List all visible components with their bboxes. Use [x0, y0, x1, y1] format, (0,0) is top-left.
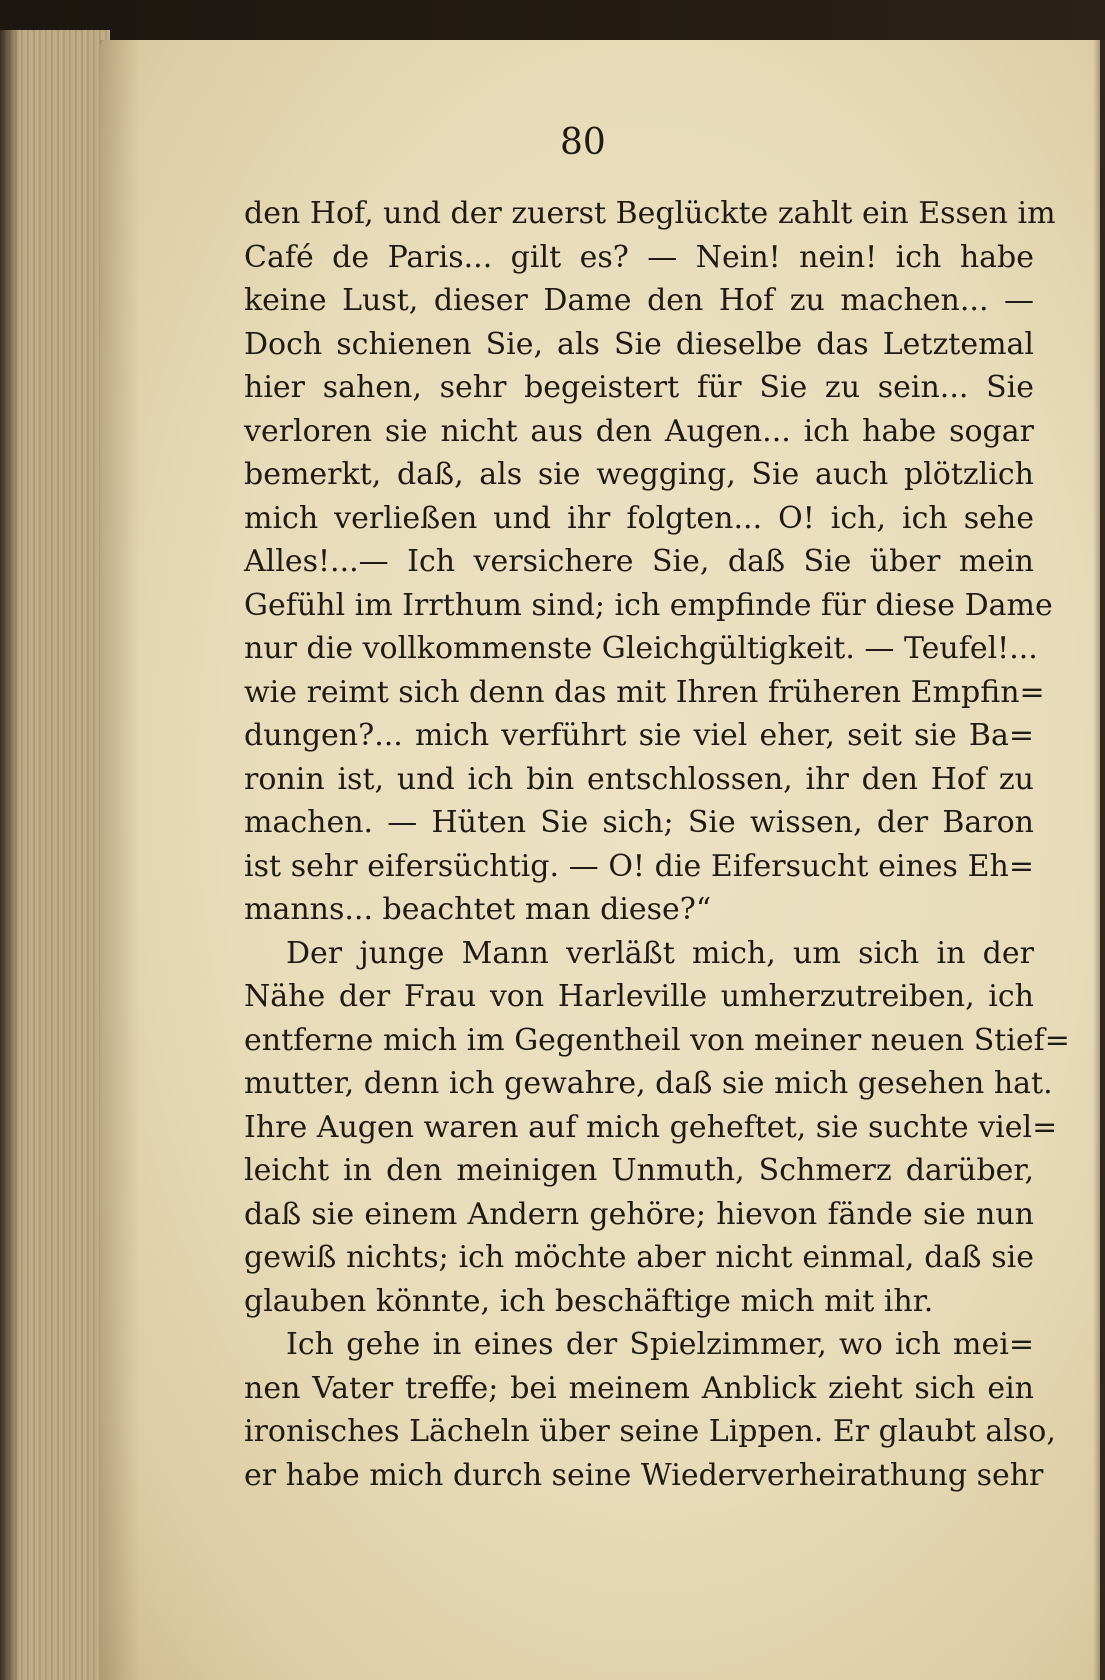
text-line: Café de Paris... gilt es? — Nein! nein! ich habe — [244, 239, 1034, 275]
paragraph-start-line: Ich gehe in eines der Spielzimmer, wo ich mei= — [286, 1327, 1034, 1362]
text-line: wie reimt sich denn das mit Ihren früheren Empfin= — [244, 674, 1045, 710]
text-line: ironisches Lächeln über seine Lippen. Er glaubt also, — [244, 1414, 1056, 1449]
text-line: Nähe der Frau von Harleville umherzutreiben, ich — [244, 979, 1034, 1014]
binding-shadow — [0, 30, 20, 1680]
text-line: mutter, denn ich gewahre, daß sie mich gesehen hat. — [244, 1066, 1053, 1101]
text-line: bemerkt, daß, als sie wegging, Sie auch plötzlich — [244, 457, 1034, 492]
paragraph-end-line: glauben könnte, ich beschäftige mich mit ihr. — [244, 1283, 934, 1319]
text-line: den Hof, und der zuerst Beglückte zahlt ein Essen im — [244, 196, 1056, 231]
text-line: nur die vollkommenste Gleichgültigkeit. — Teufel!... — [244, 631, 1038, 666]
text-line: ist sehr eifersüchtig. — O! die Eifersucht eines Eh= — [244, 848, 1034, 884]
gutter-shadow — [100, 40, 140, 1680]
text-line: ronin ist, und ich bin entschlossen, ihr den Hof zu — [244, 761, 1034, 797]
text-line: mich verließen und ihr folgten... O! ich, ich sehe — [244, 500, 1034, 536]
text-line: daß sie einem Andern gehöre; hievon fände sie nun — [244, 1196, 1034, 1232]
text-line: gewiß nichts; ich möchte aber nicht einmal, daß sie — [244, 1240, 1034, 1275]
text-line: Gefühl im Irrthum sind; ich empfinde für diese Dame — [244, 587, 1053, 623]
text-line: Ihre Augen waren auf mich geheftet, sie suchte viel= — [244, 1109, 1058, 1145]
text-line: Doch schienen Sie, als Sie dieselbe das Letztemal — [244, 326, 1034, 362]
text-line: leicht in den meinigen Unmuth, Schmerz darüber, — [244, 1153, 1034, 1188]
body-text — [244, 192, 1070, 1497]
text-line: verloren sie nicht aus den Augen... ich habe sogar — [244, 413, 1034, 449]
text-line: hier sahen, sehr begeistert für Sie zu sein... Sie — [244, 370, 1034, 405]
text-line: Alles!...— Ich versichere Sie, daß Sie über mein — [244, 544, 1034, 579]
page-right-edge — [1093, 40, 1105, 1680]
text-line: dungen?... mich verführt sie viel eher, seit sie Ba= — [244, 718, 1034, 753]
text-line: machen. — Hüten Sie sich; Sie wissen, der Baron — [244, 805, 1034, 840]
text-line: entferne mich im Gegentheil von meiner neuen Stief= — [244, 1022, 1070, 1058]
text-line: nen Vater treffe; bei meinem Anblick zieht sich ein — [244, 1370, 1034, 1406]
paragraph-end-line: manns... beachtet man diese?“ — [244, 892, 712, 927]
text-line: keine Lust, dieser Dame den Hof zu machen... — — [244, 283, 1034, 318]
text-line: er habe mich durch seine Wiederverheirathung sehr — [244, 1457, 1044, 1493]
page-number: 80 — [560, 122, 606, 163]
paragraph-start-line: Der junge Mann verläßt mich, um sich in der — [286, 935, 1034, 971]
